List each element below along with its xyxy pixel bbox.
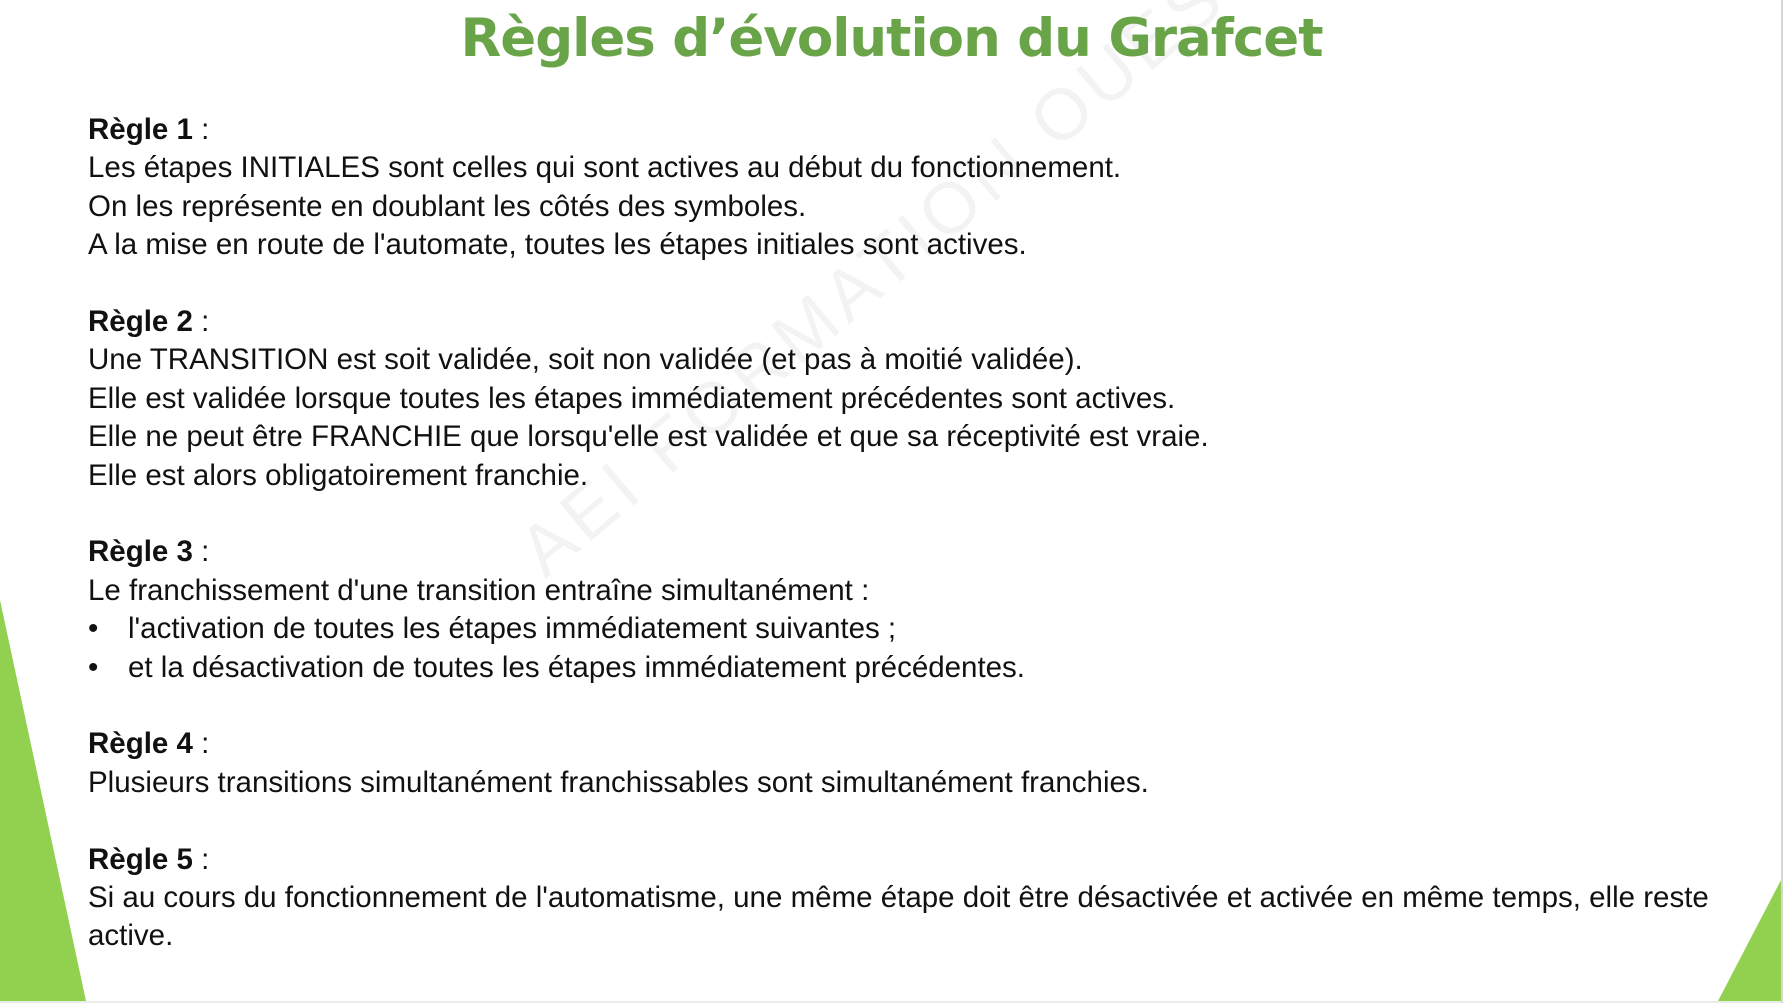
rule-heading [88, 303, 1768, 341]
left-green-triangle [0, 600, 86, 1001]
rule-colon: : [192, 727, 210, 761]
rule-heading [88, 111, 1768, 149]
rule-text-line: Elle ne peut être FRANCHIE que lorsqu'elle est validée et que sa réceptivité est vraie. [88, 420, 1209, 454]
bullet-item [88, 649, 1768, 687]
rule-name: Règle 2 [88, 305, 193, 339]
rule-1 [88, 111, 1768, 265]
rule-colon: : [192, 842, 210, 876]
rule-text-line: Plusieurs transitions simultanément franchissables sont simultanément franchies. [88, 765, 1149, 799]
slide-title: Règles d’évolution du Grafcet [460, 8, 1323, 69]
rule-name: Règle 1 [88, 113, 193, 146]
rules-content [88, 111, 1768, 994]
rule-text-line: Si au cours du fonctionnement de l'automatisme, une même étape doit être désactivée et activée en même temps, elle reste active. [88, 881, 1709, 953]
bullet-text: l'activation de toutes les étapes immédiatement suivantes ; [128, 612, 897, 646]
rule-text-line: Une TRANSITION est soit validée, soit non validée (et pas à moitié validée). [88, 343, 1083, 377]
rule-2 [88, 303, 1768, 495]
rule-heading [88, 533, 1768, 571]
rule-colon: : [192, 113, 210, 146]
rule-5 [88, 841, 1768, 956]
rule-colon: : [192, 535, 210, 569]
rule-text-line: Elle est alors obligatoirement franchie. [88, 458, 589, 492]
rule-3 [88, 533, 1768, 687]
rule-name: Règle 3 [88, 535, 193, 569]
bullet-list [88, 610, 1768, 687]
bullet-icon: • [88, 650, 99, 684]
rule-text-line: On les représente en doublant les côtés des symboles. [88, 189, 807, 223]
rule-name: Règle 5 [88, 842, 193, 876]
rule-text-line: A la mise en route de l'automate, toutes les étapes initiales sont actives. [88, 228, 1027, 262]
bullet-text: et la désactivation de toutes les étapes immédiatement précédentes. [128, 650, 1025, 684]
bullet-item [88, 610, 1768, 648]
rule-text-line: Elle est validée lorsque toutes les étapes immédiatement précédentes sont actives. [88, 381, 1176, 415]
rule-text-line: Les étapes INITIALES sont celles qui sont actives au début du fonctionnement. [88, 151, 1122, 185]
rule-name: Règle 4 [88, 727, 193, 761]
rule-4 [88, 725, 1768, 802]
rule-heading [88, 841, 1768, 879]
bullet-icon: • [88, 612, 99, 646]
rule-colon: : [192, 305, 210, 339]
rule-heading [88, 725, 1768, 763]
rule-text-line: Le franchissement d'une transition entraîne simultanément : [88, 573, 870, 607]
